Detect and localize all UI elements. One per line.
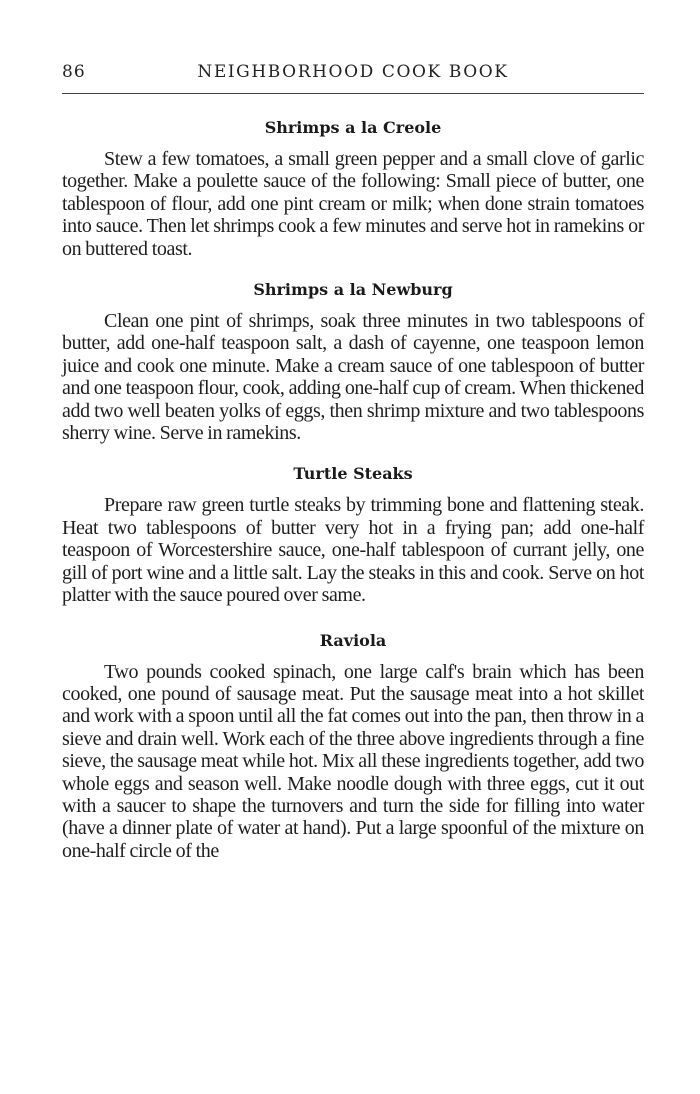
running-head <box>62 0 644 86</box>
recipe-text-shrimps-newburg: Clean one pint of shrimps, soak three minutes in two tablespoons of butter, add one-half teaspoon salt, a dash of cayenne, one teaspoon lemon juice and cook one minute. Make a cream sauce of one tablespoon of butter and one teaspoon flour, cook, adding one-half cup of cream. When thickened add two well beaten yolks of eggs, then shrimp mixture and two tablespoons sherry wine. Serve in ramekins. <box>62 310 644 445</box>
recipe-title-raviola: Raviola <box>319 630 387 650</box>
recipe-text-raviola: Two pounds cooked spinach, one large calf's brain which has been cooked, one pound of sausage meat. Put the sausage meat into a hot skillet and work with a spoon until all the fat comes out into the pan, then throw in a sieve and drain well. Work each of the three above ingredients through a fine sieve, the sausage meat while hot. Mix all these ingredients together, add two whole eggs and season well. Make noodle dough with three eggs, cut it out with a saucer to shape the turnovers and turn the side for filling into water (have a dinner plate of water at hand). Put a large spoonful of the mixture on one-half circle of the <box>62 660 644 862</box>
recipe-text-turtle-steaks: Prepare raw green turtle steaks by trimming bone and flattening steak. Heat two tablespoons of butter very hot in a frying pan; add one-half teaspoon of Worcestershire sauce, one-half tablespoon of currant jelly, one gill of port wine and a little salt. Lay the steaks in this and cook. Serve on hot platter with the sauce poured over same. <box>62 494 644 607</box>
recipe-title-shrimps-newburg: Shrimps a la Newburg <box>253 280 453 300</box>
header-rule <box>62 93 644 94</box>
recipe-text-shrimps-creole: Stew a few tomatoes, a small green pepper and a small clove of garlic together. Make a poulette sauce of the following: Small piece of butter, one tablespoon of flour, add one pint cream or milk; when done strain tomatoes into sauce. Then let shrimps cook a few minutes and serve hot in ramekins or on buttered toast. <box>62 148 644 260</box>
recipe-title-turtle-steaks: Turtle Steaks <box>293 464 413 484</box>
book-page <box>62 0 644 862</box>
recipe-title-shrimps-creole: Shrimps a la Creole <box>264 118 442 137</box>
page-number: 86 <box>62 62 86 82</box>
book-title: NEIGHBORHOOD COOK BOOK <box>197 62 509 82</box>
